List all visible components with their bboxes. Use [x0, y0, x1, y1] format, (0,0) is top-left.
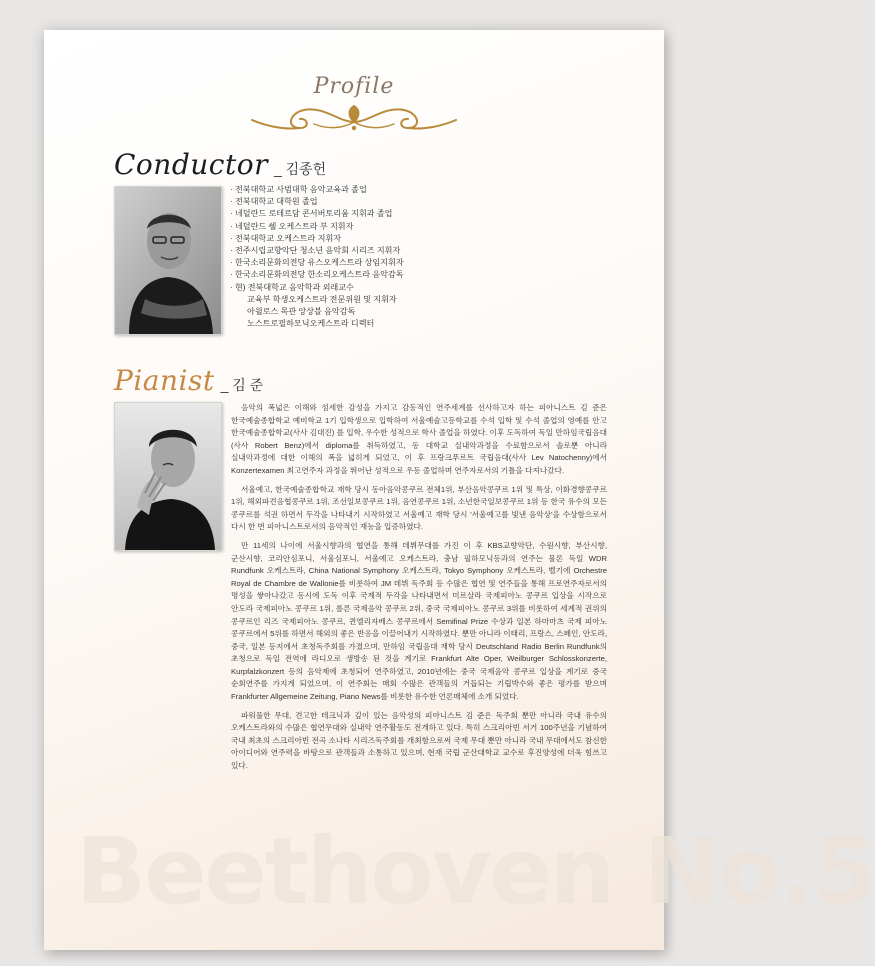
- pianist-title: Pianist: [114, 364, 215, 397]
- pianist-heading: [114, 364, 263, 397]
- bio-paragraph: 음악의 폭넓은 이해와 섬세한 감성을 가지고 감동적인 연주세계를 선사하고자 하는 피아니스트 김 준은 한국예술종합학교 예비학교 1기 입학생으로 입학하여 서울예술고등학교를 수석 입학 및 수석 졸업의 영예를 안고 한국예술종합학교(사사 김대진) 를 입학, 우수한 성적으로 학사 졸업을 하였다. 이후 도독하여 독일 만하임국립음대(사사 Robert Benz)에서 diploma를 취득하였고, 동 대학교 실내악과정을 수료함으로서 솔로뿐 아니라 실내악과정에 대한 이해의 폭을 넓히게 되었고, 이 후 프랑크푸르트 국립음대(사사 Lev Natochenny)에서 Konzertexamen 최고연주자 과정을 뛰어난 성적으로 우등 졸업하며 연주자로서의 기틀을 다져나갔다.: [231, 403, 607, 475]
- bio-paragraph: 만 11세의 나이에 서울시향과의 협연을 통해 데뷔무대를 가진 이 후 KBS교향악단, 수원시향, 부산시향, 군산시향, 코리안심포니, 서울심포니, 서울예고 오케스트라, 충남 필하모닉등과의 연주는 물론 독일 WDR Rundfunk 오케스트라, China National Symphony 오케스트라, Tokyo Symphony 오케스트라, 벨기에 Orchestre Royal de Chambre de Wallonie를 비롯하여 JM 데뷔 독주회 등 수많은 협연 및 연주들을 통해 프로연주자로서의 명성을 쌓아나갔고 동시에 도독 이후 국제적 두각을 나타내면서 미르살라 국제피아노 콩쿠르 입상을 시작으로 안도라 국제피아노 콩쿠르 1위, 롤른 국제음악 콩쿠르 2위, 중국 국제피아노 콩쿠르 3위를 비롯하여 세계적 권위의 콩쿠르인 리즈 국제피아노 콩쿠르, 퀸엘리자베스 콩쿠르에서 Semifinal Prize 수상과 일본 하마마츠 국제 피아노 콩쿠르에서 5위를 하면서 해외의 좋은 반응을 이끌어내기 시작하였다. 뿐만 아니라 이태리, 프랑스, 스페인, 안도라, 중국, 일본 등지에서 초청독주회를 가졌으며, 만하임 국립음대 재학 당시 Deutschland Radio Berlin Rundfunk의 초청으로 독일 전역에 라디오로 생방송 된 것을 계기로 Frankfurt Alte Oper, Weilburger Schlosskonzerte, Kurpfalzkonzert 등의 음악제에 초청되어 연주하였고, 2010년에는 중국 국제음악 콩쿠르 입상을 계기로 중국 순회연주를 가지게 되었으며, 이 연주회는 매회 수많은 관객들의 거듭되는 기립박수와 좋은 평가를 받으며 Frankfurter Allgemeine Zeitung, Piano News를 비롯한 유수한 언론매체에 소개 되었다.: [231, 540, 607, 702]
- bio-item: · 현) 전북대학교 음악학과 외래교수: [230, 282, 354, 292]
- conductor-bio-list: [230, 184, 450, 330]
- conductor-photo: [114, 186, 222, 335]
- profile-page: [44, 30, 875, 950]
- bio-paragraph: 서울예고, 한국예술종합학교 재학 당시 동아음악콩쿠르 전체1위, 부산음악콩쿠르 1위 및 특상, 이화경향콩쿠르 1위, 해외파견음협콩쿠르 1위, 조선일보콩쿠르 1위, 음연콩쿠르 1위, 소년한국일보콩쿠르 1위 등 한국 유수의 모든 콩쿠르를 석권 하면서 두각을 나타내기 시작하였고 서울예고 재학 당시 '서울예고를 빛낸 음악상'을 수상함으로서 다시 한 번 피아니스트로서의 음악적인 재능을 입증하였다.: [231, 484, 607, 532]
- bio-item: · 네덜란드 쉘 오케스트라 부 지휘자: [230, 221, 354, 231]
- watermark-text: Beethoven No.5: [76, 818, 875, 925]
- profile-title: Profile: [313, 74, 395, 99]
- bio-item: · 전북대학교 오케스트라 지휘자: [230, 233, 342, 243]
- bio-item: · 한국소리문화의전당 한소리오케스트라 음악감독: [230, 270, 404, 280]
- conductor-name: _ 김종헌: [273, 161, 327, 177]
- bio-item: · 네덜란드 로테르담 콘서버토리움 지휘과 졸업: [230, 209, 393, 219]
- bio-item: 노스트로필하모닉오케스트라 디렉터: [247, 319, 375, 329]
- bio-item: · 한국소리문화의전당 유스오케스트라 상임지휘자: [230, 258, 404, 268]
- bio-paragraph: 파워풀한 무대, 견고한 테크닉과 깊이 있는 음악성의 피아니스트 김 준은 독주회 뿐만 아니라 국내 유수의 오케스트라와의 수많은 협연무대와 실내악 연주활동도 전개하고 있다. 특히 스크리아빈 서거 100주년을 기념하여 국내 최초의 스크리아빈 전곡 소나타 시리즈독주회를 개최함으로써 국제 무대 뿐만 아니라 국내 무대에서도 참신한 아이디어와 연주력을 바탕으로 관객들과 소통하고 있으며, 현재 국립 군산대학교 교수로 후진양성에 더욱 힘쓰고 있다.: [231, 710, 607, 771]
- pianist-bio: [231, 402, 607, 779]
- bio-item: 아윌로스 목관 앙상블 음악감독: [247, 307, 356, 317]
- bio-item: · 전주시립교향악단 청소년 음악회 시리즈 지휘자: [230, 246, 401, 256]
- conductor-heading: [114, 148, 326, 181]
- pianist-name: _ 김 준: [220, 377, 264, 393]
- conductor-title: Conductor: [114, 148, 268, 181]
- bio-item: · 전북대학교 사범대학 음악교육과 졸업: [230, 185, 367, 194]
- bio-item: 교육부 학생오케스트라 전문위원 및 지휘자: [247, 294, 397, 304]
- bio-item: · 전북대학교 대학원 졸업: [230, 197, 318, 207]
- ornament-flourish-icon: [244, 100, 464, 136]
- pianist-photo: [114, 402, 222, 551]
